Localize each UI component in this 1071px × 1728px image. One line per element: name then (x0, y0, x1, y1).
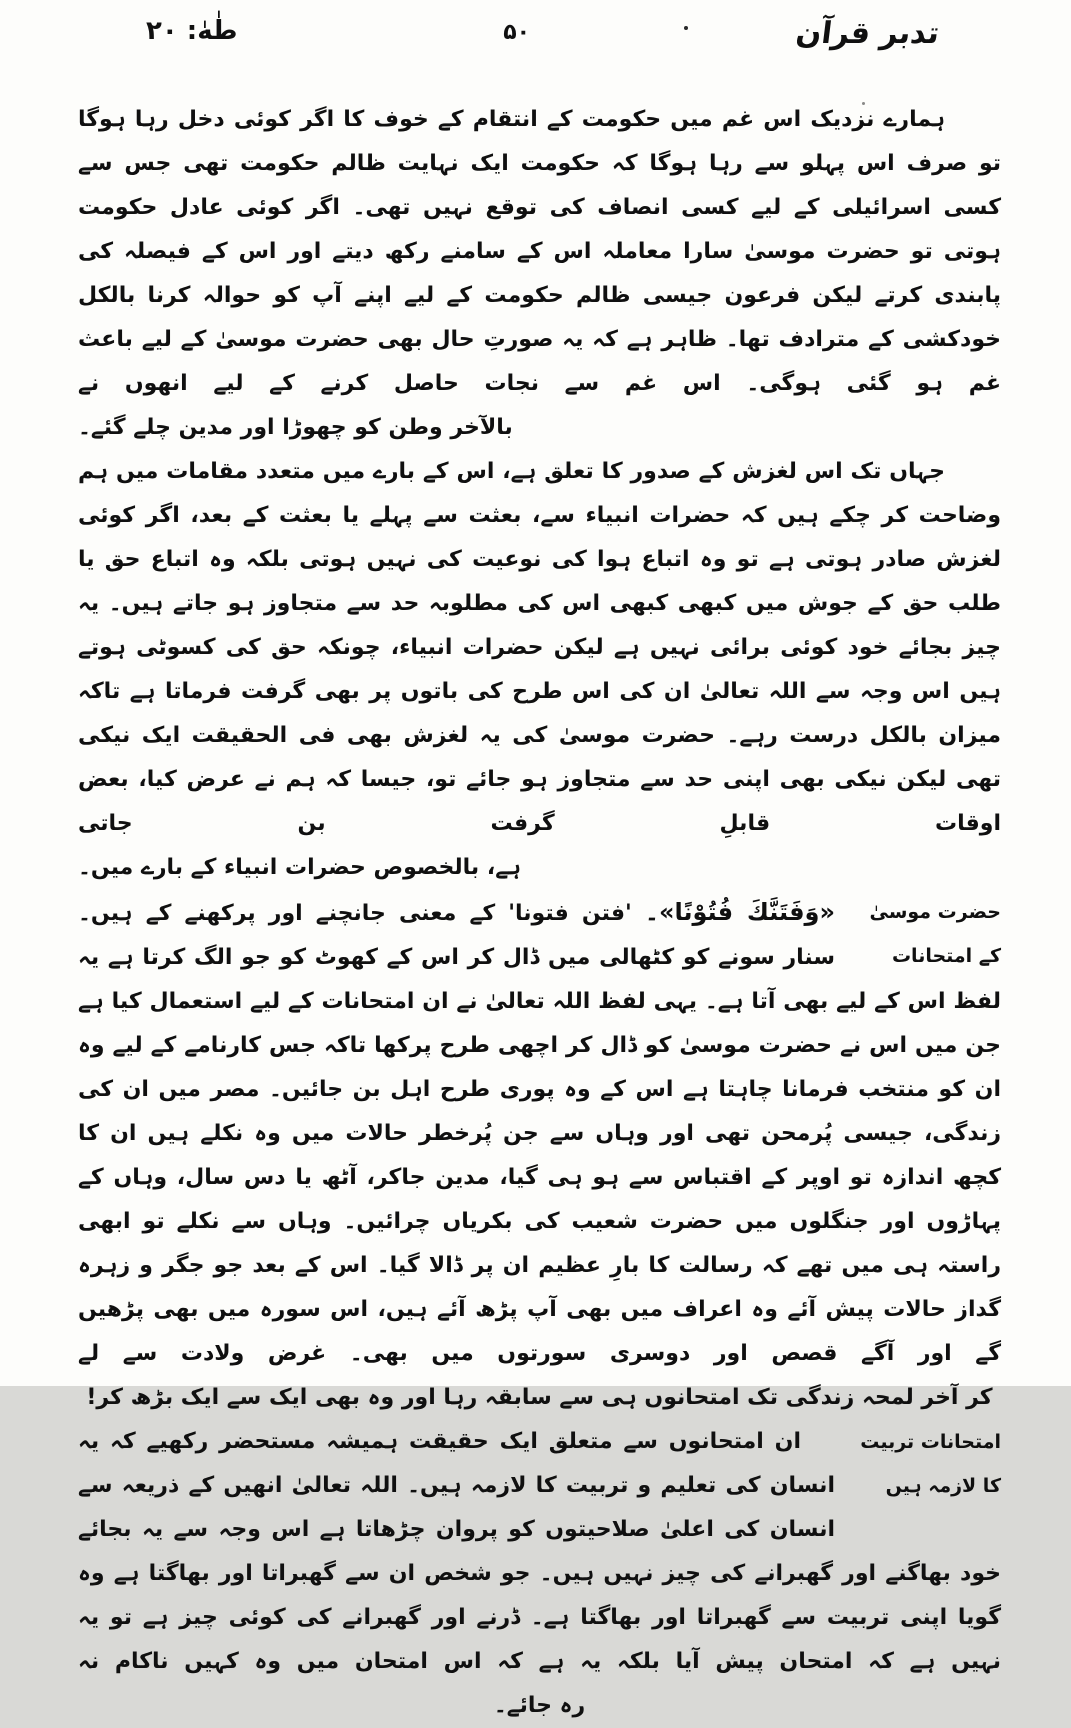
surah-reference: طٰهٰ: ۲۰ (146, 16, 238, 46)
margin-note-trials-of-musa (851, 890, 1001, 980)
paragraph-prophets-lapse (78, 450, 1001, 890)
book-title: تدبر قرآن (793, 16, 942, 51)
paragraph-last-line: کر آخر لمحہ زندگی تک امتحانوں ہی سے سابقہ رہا اور وہ بھی ایک سے ایک بڑھ کر! (86, 1385, 993, 1410)
paragraph-trials-of-musa (78, 890, 1001, 1420)
paragraph-last-line: بالآخر وطن کو چھوڑا اور مدین چلے گئے۔ (78, 415, 513, 440)
margin-note-line: کا لازمہ ہیں (885, 1475, 1001, 1497)
margin-note-trials-training (851, 1420, 1001, 1510)
paragraph-text: ان امتحانوں سے متعلق ایک حقیقت ہمیشہ مستحضر رکھیے کہ یہ انسان کی تعلیم و تربیت کا لازمہ ہیں۔ اللہ تعالیٰ انھیں کے ذریعہ سے انسان کی اعلیٰ صلاحیتوں کو پروان چڑھاتا ہے اس وجہ سے یہ بجائے خود بھاگنے اور گھبرانے کی چیز نہیں ہیں۔ جو شخص ان سے گھبراتا اور بھاگتا ہے وہ گویا اپنی تربیت سے گھبراتا اور بھاگتا ہے۔ ڈرنے اور گھبرانے کی کوئی چیز ہے تو یہ نہیں ہے کہ امتحان پیش آیا بلکہ یہ ہے کہ اس امتحان میں وہ کہیں ناکام نہ (78, 1429, 1001, 1674)
paragraph-text: ہمارے نزدیک اس غم میں حکومت کے انتقام کے خوف کا اگر کوئی دخل رہا ہوگا تو صرف اس پہلو سے رہا ہوگا کہ حکومت ایک نہایت ظالم حکومت تھی جس سے کسی اسرائیلی کے لیے کسی انصاف کی توقع نہیں تھی۔ اگر کوئی عادل حکومت ہوتی تو حضرت موسیٰ سارا معاملہ اس کے سامنے رکھ دیتے اور اس کے فیصلہ کی پابندی کرتے لیکن فرعون جیسی ظالم حکومت کے لیے اپنے آپ کو حوالہ کرنا بالکل خودکشی کے مترادف تھا۔ ظاہر ہے کہ یہ صورتِ حال بھی حضرت موسیٰ کے لیے باعث غم ہو گئی ہوگی۔ اس غم سے نجات حاصل کرنے کے لیے انھوں نے (78, 107, 1001, 396)
margin-note-line: حضرت موسیٰ (869, 901, 1001, 923)
paragraph-government-fear (78, 98, 1001, 450)
page-header (78, 16, 1001, 74)
margin-note-line: امتحانات تربیت (860, 1431, 1001, 1453)
page-number: ۵۰ (503, 20, 531, 45)
paragraph-trials-are-training (78, 1420, 1001, 1728)
margin-note-line: کے امتحانات (891, 945, 1001, 967)
paragraph-last-line: ہے، بالخصوص حضرات انبیاء کے بارے میں۔ (78, 855, 521, 880)
paragraph-text-span: 'فتن فتونا' کے معنی جانچنے اور پرکھنے کے ہیں۔ سنار سونے کو کٹھالی میں ڈال کر اس کے کھوٹ کو جو الگ کرتا ہے یہ لفظ اس کے لیے بھی آتا ہے۔ یہی لفظ اللہ تعالیٰ نے ان امتحانات کے لیے استعمال کیا ہے جن میں اس نے حضرت موسیٰ کو ڈال کر اچھی طرح پرکھا تاکہ جس کارنامے کے لیے وہ ان کو منتخب فرمانا چاہتا ہے اس کے وہ پوری طرح اہل بن جائیں۔ مصر میں ان کی زندگی، جیسی پُرمحن تھی اور وہاں سے جن پُرخطر حالات میں وہ نکلے ہیں ان کا کچھ اندازہ تو اوپر کے اقتباس سے ہو ہی گیا، مدین جاکر، آٹھ یا دس سال، وہاں کے پہاڑوں اور جنگلوں میں حضرت شعیب کی بکریاں چرائیں۔ وہاں سے نکلے تو ابھی راستہ ہی میں تھے کہ رسالت کا بارِ عظیم ان پر ڈالا گیا۔ اس کے بعد جو جگر و زہرہ گداز حالات پیش آئے وہ اعراف میں بھی آپ پڑھ آئے ہیں، اس سورہ میں بھی پڑھیں گے اور آگے قصص اور دوسری سورتوں میں بھی۔ غرض ولادت سے لے (78, 901, 1001, 1366)
paragraph-text: جہاں تک اس لغزش کے صدور کا تعلق ہے، اس کے بارے میں متعدد مقامات میں ہم وضاحت کر چکے ہیں کہ حضرات انبیاء سے، بعثت سے پہلے یا بعثت کے بعد، اگر کوئی لغزش صادر ہوتی ہے تو وہ اتباع ہوا کی نوعیت کی نہیں ہوتی بلکہ وہ اتباع حق یا طلب حق کے جوش میں کبھی کبھی اس کی مطلوبہ حد سے متجاوز ہو جاتے ہیں۔ یہ چیز بجائے خود کوئی برائی نہیں ہے لیکن حضرات انبیاء، چونکہ حق کی کسوٹی ہوتے ہیں اس وجہ سے اللہ تعالیٰ ان کی اس طرح کی باتوں پر بھی گرفت فرماتا ہے تاکہ میزان بالکل درست رہے۔ حضرت موسیٰ کی یہ لغزش بھی فی الحقیقت ایک نیکی تھی لیکن نیکی بھی اپنی حد سے متجاوز ہو جائے تو، جیسا کہ ہم نے عرض کیا، بعض اوقات قابلِ گرفت بن جاتی (78, 459, 1001, 836)
quran-verse-quote: «وَفَتَنَّكَ فُتُوْنًا»۔ (644, 898, 835, 926)
page-body (78, 98, 1001, 1728)
scan-speck (684, 26, 688, 30)
paragraph-last-line: رہ جائے۔ (493, 1693, 586, 1718)
